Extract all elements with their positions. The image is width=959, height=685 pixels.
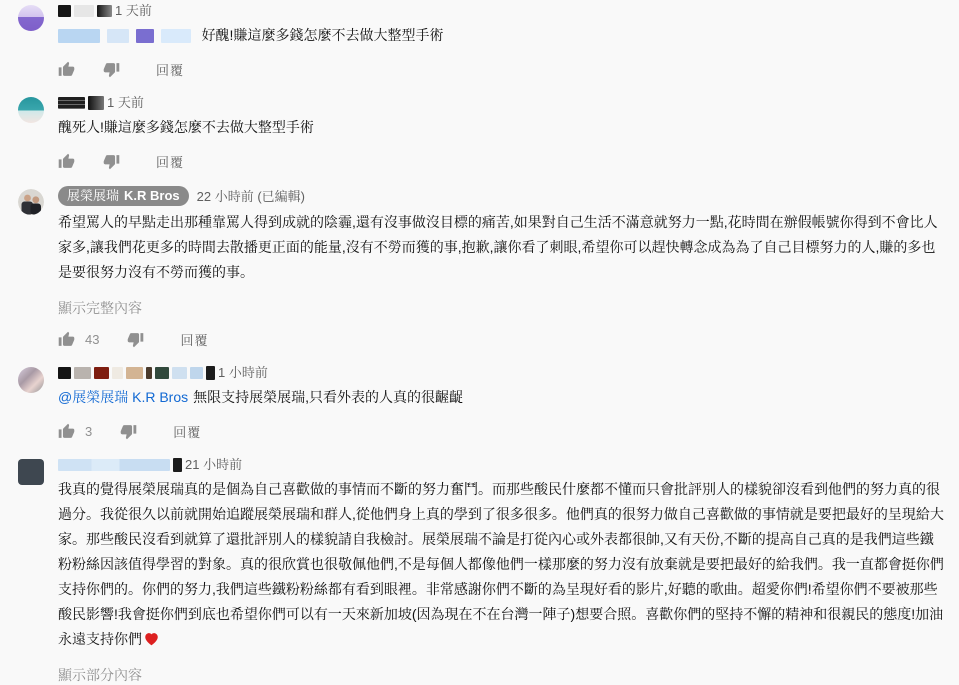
dislike-button[interactable] <box>103 61 120 78</box>
thumb-down-icon <box>127 331 144 348</box>
redacted-author-block <box>126 367 143 379</box>
redacted-author-block <box>155 367 169 379</box>
redacted-author-block <box>88 96 104 110</box>
thumb-up-icon <box>58 153 75 170</box>
redacted-author-block <box>74 367 91 379</box>
redacted-mention-block <box>107 29 129 43</box>
comment-header <box>58 364 945 381</box>
like-button[interactable] <box>58 331 75 348</box>
redacted-author-block <box>190 367 203 379</box>
comment-header <box>58 2 945 19</box>
like-button[interactable] <box>58 423 75 440</box>
comment-text: 好醜!賺這麼多錢怎麼不去做大整型手術 <box>58 23 945 48</box>
comment-actions <box>58 152 945 171</box>
comment-text: 醜死人!賺這麼多錢怎麼不去做大整型手術 <box>58 119 314 135</box>
redacted-author-block <box>112 367 123 379</box>
like-count: 43 <box>85 332 100 347</box>
thumb-down-icon <box>120 423 137 440</box>
show-partial-content-link[interactable]: 顯示部分內容 <box>58 667 142 683</box>
redacted-author-block <box>58 367 71 379</box>
comment-actions <box>58 60 945 79</box>
like-button[interactable] <box>58 153 75 170</box>
like-button[interactable] <box>58 61 75 78</box>
dislike-button[interactable] <box>103 153 120 170</box>
thumb-down-icon <box>103 153 120 170</box>
comment-text: 我真的覺得展榮展瑞真的是個為自己喜歡做的事情而不斷的努力奮鬥。而那些酸民什麼都不懂而只會批評別人的樣貌卻沒看到他們的努力真的很過分。我從很久以前就開始追蹤展榮展瑞和群人,從他們身上真的學到了很多很多。他們真的很努力做自己喜歡做的事情就是要把最好的呈現給大家。那些酸民沒看到就算了還批評別人的樣貌請自我檢討。展榮展瑞不論是打從內心或外表都很帥,又有天份,不斷的提高自己真的是我們這些鐵粉粉絲因該值得學習的對象。真的很欣賞也很敬佩他們,不是每個人都像他們一樣那麼的努力沒有放棄就是要把最好的給我們。我一直都會挺你們支持你們的。你們的努力,我們這些鐵粉粉絲都有看到眼裡。非常感謝你們不斷的為呈現好看的影片,好聽的歌曲。超愛你們!希望你們不要被那些酸民影響!我會挺你們到底也希望你們可以有一天來新加坡(因為現在不在台灣一陣子)想要合照。喜歡你們的堅持不懈的精神和很親民的態度!加油永遠支持你們 <box>58 481 944 647</box>
avatar[interactable] <box>18 5 44 31</box>
redacted-mention-block <box>58 29 100 43</box>
comment-header <box>58 186 945 206</box>
redacted-mention-block <box>161 29 191 43</box>
dislike-button[interactable] <box>127 331 144 348</box>
channel-owner-badge[interactable] <box>58 186 189 206</box>
avatar[interactable] <box>18 97 44 123</box>
comment-timestamp[interactable]: 22 小時前 (已編輯) <box>196 188 305 204</box>
channel-avatar-photo <box>18 189 44 215</box>
thumb-up-icon <box>58 61 75 78</box>
redacted-mention-block <box>136 29 154 43</box>
like-count: 3 <box>85 424 93 439</box>
heart-icon <box>144 632 159 646</box>
reply-button[interactable]: 回覆 <box>180 333 209 348</box>
comment-timestamp[interactable]: 1 小時前 <box>218 365 268 380</box>
comment-text: @展榮展瑞 K.R Bros 無限支持展榮展瑞,只看外表的人真的很齷齪 <box>58 389 464 405</box>
thumb-down-icon <box>103 61 120 78</box>
redacted-author-block <box>58 97 85 109</box>
comment-timestamp[interactable]: 21 小時前 <box>185 457 243 472</box>
author-name: 展榮展瑞 <box>67 188 120 203</box>
comment-4 <box>18 364 945 441</box>
reply-button[interactable]: 回覆 <box>156 155 185 170</box>
redacted-author-block <box>58 5 71 17</box>
comment-3 <box>18 186 945 349</box>
comment-1 <box>18 2 945 79</box>
comment-timestamp[interactable]: 1 天前 <box>107 95 144 110</box>
comment-actions <box>58 330 945 349</box>
redacted-author-block <box>172 367 187 379</box>
redacted-author-block <box>74 5 94 17</box>
avatar[interactable] <box>18 367 44 393</box>
comment-header <box>58 456 945 473</box>
thumb-up-icon <box>58 331 75 348</box>
dislike-button[interactable] <box>120 423 137 440</box>
comment-2 <box>18 94 945 171</box>
avatar[interactable] <box>18 189 44 215</box>
redacted-author-block <box>58 459 170 471</box>
redacted-author-block <box>94 367 109 379</box>
redacted-author-block <box>206 366 215 380</box>
comment-text: 希望罵人的早點走出那種靠罵人得到成就的陰霾,還有沒事做沒目標的痛苦,如果對自己生活不滿意就努力一點,花時間在辦假帳號你得到不會比人家多,讓我們花更多的時間去散播更正面的能量,沒有不勞而獲的事,抱歉,讓你看了刺眼,希望你可以趕快轉念成為為了自己目標努力的人,賺的多也是要很努力沒有不勞而獲的事。 <box>58 214 938 280</box>
comment-timestamp[interactable]: 1 天前 <box>115 3 152 18</box>
avatar[interactable] <box>18 459 44 485</box>
comment-actions <box>58 422 945 441</box>
thumb-up-icon <box>58 423 75 440</box>
comment-5 <box>18 456 945 685</box>
redacted-author-block <box>146 367 152 379</box>
reply-button[interactable]: 回覆 <box>173 425 202 440</box>
mention-link[interactable]: @展榮展瑞 K.R Bros <box>58 389 189 405</box>
comment-header <box>58 94 945 111</box>
reply-button[interactable]: 回覆 <box>156 63 185 78</box>
author-name-en: K.R Bros <box>124 188 180 203</box>
redacted-author-block <box>97 5 112 17</box>
show-full-content-link[interactable]: 顯示完整內容 <box>58 300 142 316</box>
redacted-author-block <box>173 458 182 472</box>
